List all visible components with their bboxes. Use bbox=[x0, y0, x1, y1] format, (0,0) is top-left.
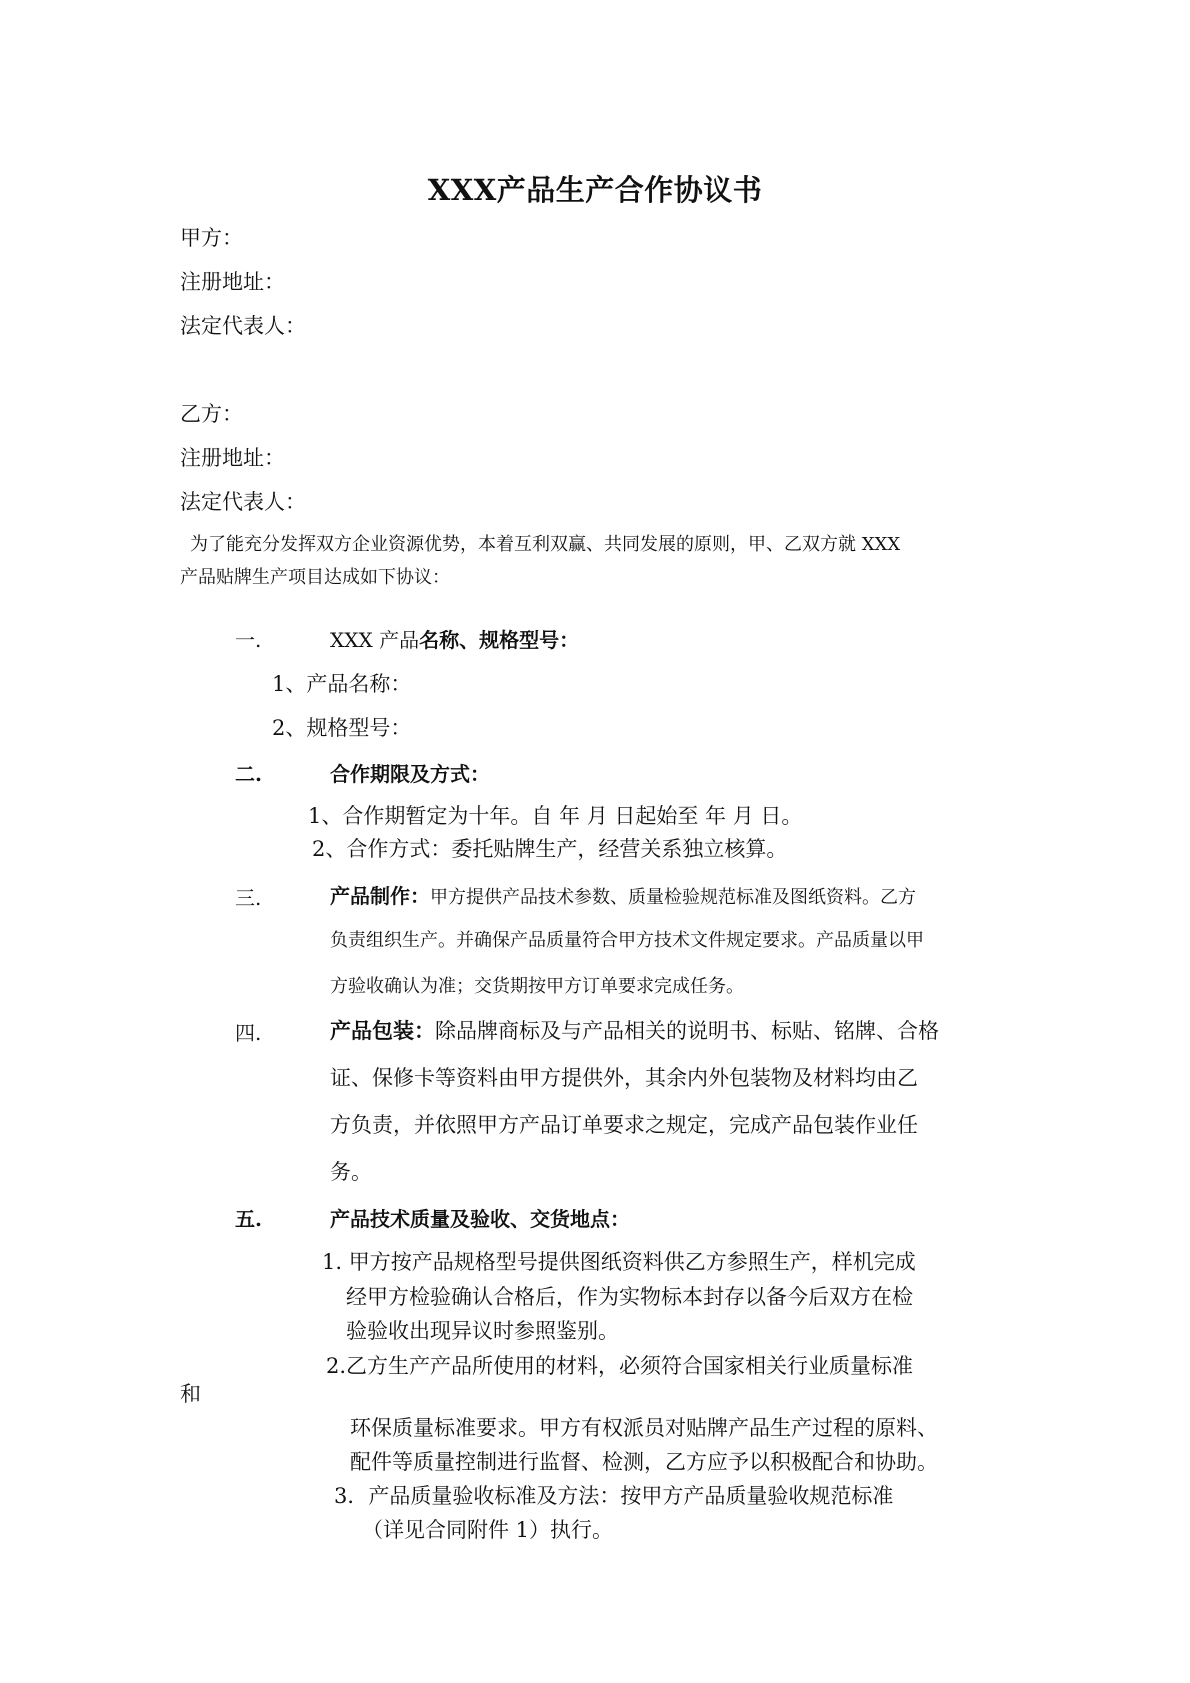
section-3-text-3: 方验收确认为准；交货期按甲方订单要求完成任务。 bbox=[330, 976, 744, 997]
section-2-heading: 合作期限及方式： bbox=[330, 762, 490, 786]
section-5-item-3-line-1: 3．产品质量验收标准及方法：按甲方产品质量验收规范标准 bbox=[334, 1484, 894, 1508]
party-a-label: 甲方： bbox=[180, 226, 243, 250]
section-5-item-2-line-3: 配件等质量控制进行监督、检测，乙方应予以积极配合和协助。 bbox=[350, 1450, 938, 1474]
section-2-number: 二. bbox=[235, 762, 262, 786]
section-5-number: 五. bbox=[235, 1207, 262, 1231]
section-4-text-1: 除品牌商标及与产品相关的说明书、标贴、铭牌、合格 bbox=[435, 1019, 939, 1043]
party-b-label: 乙方： bbox=[180, 402, 243, 426]
party-b-address-label: 注册地址： bbox=[180, 446, 285, 470]
document-title: XXX产品生产合作协议书 bbox=[427, 173, 763, 207]
section-3-text-2: 负责组织生产。并确保产品质量符合甲方技术文件规定要求。产品质量以甲 bbox=[330, 930, 924, 951]
party-b-representative-label: 法定代表人： bbox=[180, 490, 306, 514]
party-a-representative-label: 法定代表人： bbox=[180, 314, 306, 338]
section-5-item-2-line-1: 2.乙方生产产品所使用的材料，必须符合国家相关行业质量标准 bbox=[326, 1354, 914, 1378]
section-5-item-1-line-3: 验验收出现异议时参照鉴别。 bbox=[346, 1319, 619, 1343]
section-1-heading bbox=[330, 624, 579, 653]
intro-line-2: 产品贴牌生产项目达成如下协议： bbox=[180, 567, 450, 588]
section-3-text-1: 甲方提供产品技术参数、质量检验规范标准及图纸资料。乙方 bbox=[430, 887, 916, 908]
section-2-item-1: 1、合作期暂定为十年。自 年 月 日起始至 年 月 日。 bbox=[308, 804, 803, 828]
section-1-item-1: 1、产品名称： bbox=[272, 672, 412, 696]
section-5-item-2-wrap-char: 和 bbox=[180, 1382, 201, 1406]
section-4-line-1 bbox=[330, 1015, 939, 1045]
section-4-heading: 产品包装： bbox=[330, 1018, 435, 1043]
section-4-text-4: 务。 bbox=[330, 1160, 372, 1184]
section-5-item-1-line-2: 经甲方检验确认合格后，作为实物标本封存以备今后双方在检 bbox=[346, 1285, 913, 1309]
section-5-item-2-line-2: 环保质量标准要求。甲方有权派员对贴牌产品生产过程的原料、 bbox=[350, 1416, 938, 1440]
section-3-line-1 bbox=[330, 880, 916, 909]
section-5-item-1-line-1: 1. 甲方按产品规格型号提供图纸资料供乙方参照生产，样机完成 bbox=[322, 1250, 916, 1274]
section-5-heading: 产品技术质量及验收、交货地点： bbox=[330, 1207, 630, 1231]
section-1-heading-bold: 名称、规格型号： bbox=[419, 628, 580, 652]
section-3-number: 三. bbox=[235, 886, 262, 910]
section-2-item-2: 2、合作方式：委托贴牌生产，经营关系独立核算。 bbox=[312, 837, 788, 861]
party-a-address-label: 注册地址： bbox=[180, 270, 285, 294]
section-4-text-3: 方负责，并依照甲方产品订单要求之规定，完成产品包装作业任 bbox=[330, 1113, 918, 1137]
section-3-heading: 产品制作： bbox=[330, 884, 430, 908]
section-4-text-2: 证、保修卡等资料由甲方提供外，其余内外包装物及材料均由乙 bbox=[330, 1066, 918, 1090]
section-5-item-3-line-2: （详见合同附件 1）执行。 bbox=[362, 1518, 614, 1542]
section-1-number: 一. bbox=[235, 628, 262, 652]
section-4-number: 四. bbox=[235, 1021, 262, 1045]
section-1-heading-plain: XXX 产品 bbox=[330, 628, 420, 652]
section-1-item-2: 2、规格型号： bbox=[272, 716, 412, 740]
intro-line-1: 为了能充分发挥双方企业资源优势，本着互利双赢、共同发展的原则，甲、乙双方就 XXX bbox=[190, 534, 901, 555]
